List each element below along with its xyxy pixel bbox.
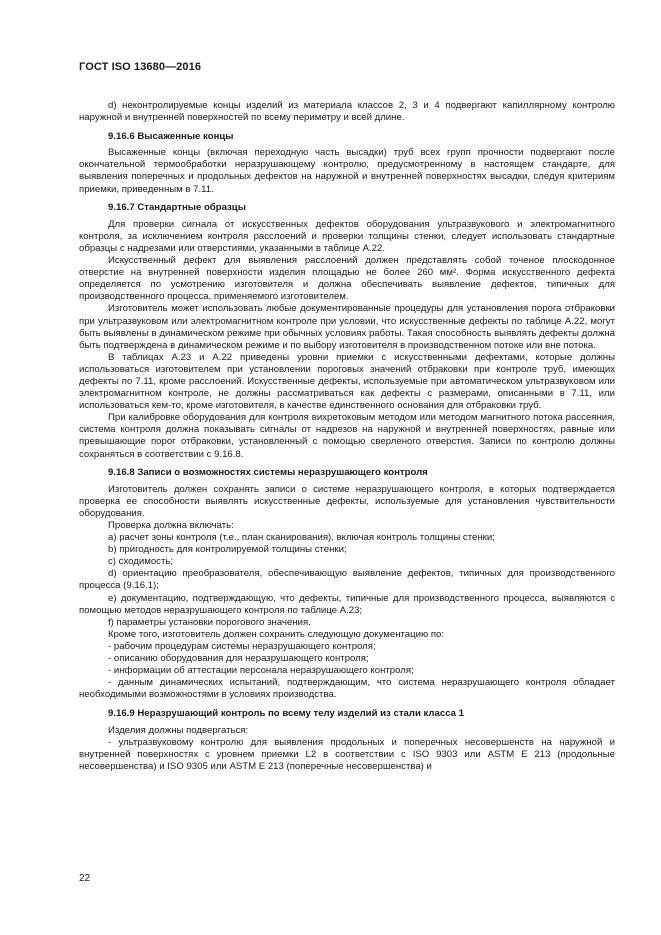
paragraph: - данным динамических испытаний, подтверждающим, что система неразрушающего контроля обладает необходимыми возможностями в условиях производства.: [79, 677, 615, 701]
paragraph: b) пригодность для контролируемой толщины стенки;: [108, 544, 347, 556]
section-heading: 9.16.8 Записи о возможностях системы неразрушающего контроля: [108, 467, 428, 479]
page-number: 22: [79, 873, 91, 884]
document-body: [79, 100, 615, 773]
paragraph: Изготовитель может использовать любые документированные процедуры для установления порога отбраковки при ультразвуковом или электромагнитном контроле при условии, что искусственные дефекты по таблице А.22, могут быть выявлены в динамическом режиме при обычных условиях работы. Такая способность выявлять дефекты должна быть подтверждена в динамическом режиме и по выбору изготовителя в производственном потоке или вне потока.: [79, 303, 615, 351]
section-heading: 9.16.6 Высаженные концы: [108, 130, 234, 142]
paragraph: Искусственный дефект для выявления расслоений должен представлять собой точеное плоскодонное отверстие на внутренней поверхности изделия площадью не более 260 мм². Форма искусственного дефекта определяется по усмотрению изготовителя и должна обеспечивать выявление дефектов, типичных для производственного процесса, применяемого изготовителем.: [79, 255, 615, 303]
paragraph: - ультразвуковому контролю для выявления продольных и поперечных несовершенств на наружной и внутренней поверхностях с уровнем приемки L2 в соответствии с ISO 9303 или ASTM E 213 (продольные несовершенства) и ISO 9305 или ASTM E 213 (поперечные несовершенства) и: [79, 736, 615, 772]
paragraph: c) сходимость;: [108, 556, 174, 568]
section-heading: 9.16.9 Неразрушающий контроль по всему телу изделий из стали класса 1: [108, 707, 464, 719]
paragraph: - информации об аттестации персонала неразрушающего контроля;: [108, 665, 414, 677]
paragraph: d) ориентацию преобразователя, обеспечивающую выявление дефектов, типичных для производственного процесса (9.16.1);: [79, 568, 615, 592]
paragraph: e) документацию, подтверждающую, что дефекты, типичные для производственного процесса, выявляются с помощью методов неразрушающего контроля по таблице А.23;: [79, 592, 615, 616]
page-header: ГОСТ ISO 13680—2016: [79, 61, 202, 73]
paragraph: - описанию оборудования для неразрушающего контроля;: [108, 653, 369, 665]
paragraph: При калибровке оборудования для контроля вихретоковым методом или методом магнитного потока рассеяния, система контроля должна показывать сигналы от надрезов на наружной и внутренней поверхностях, равные или превышающие порог отбраковки, установленный с помощью сверленого отверстия. Записи по контролю должны сохраняться в соответствии с 9.16.8.: [79, 412, 615, 460]
paragraph: d) неконтролируемые концы изделий из материала классов 2, 3 и 4 подвергают капиллярному контролю наружной и внутренней поверхностей по всему периметру и всей длине.: [79, 100, 615, 124]
paragraph: В таблицах А.23 и А.22 приведены уровни приемки с искусственными дефектами, которые должны использоваться изготовителем при установлении пороговых значений отбраковки при контроле труб, имеющих дефекты по 7.11, кроме расслоений. Искусственные дефекты, используемые при автоматическом ультразвуковом или электромагнитном контроле, не должны рассматриваться как дефекты с размерами, описанными в 7.11, или использоваться кем-то, кроме изготовителя, в качестве единственного основания для отбраковки труб.: [79, 351, 615, 412]
paragraph: Для проверки сигнала от искусственных дефектов оборудования ультразвукового и электромагнитного контроля, за исключением контроля расслоений и проверки толщины стенки, следует использовать стандартные образцы с надрезами или отверстиями, указанными в таблице А.22.: [79, 218, 615, 254]
paragraph: Высаженные концы (включая переходную часть высадки) труб всех групп прочности подвергают после окончательной термообработки неразрушающему контролю, предусмотренному в настоящем стандарте, для выявления поперечных и продольных дефектов на наружной и внутренней поверхностях высадки, следуя критериям приемки, приведенным в 7.11.: [79, 147, 615, 195]
paragraph: f) параметры установки порогового значения.: [108, 616, 311, 628]
paragraph: - рабочим процедурам системы неразрушающего контроля;: [108, 640, 376, 652]
paragraph: Изготовитель должен сохранять записи о системе неразрушающего контроля, в которых подтверждается проверка ее способности выявлять искусственные дефекты, используемые для установления чувствительности оборудования.: [79, 483, 615, 519]
paragraph: Кроме того, изготовитель должен сохранить следующую документацию по:: [108, 628, 445, 640]
paragraph: Проверка должна включать:: [108, 520, 234, 531]
section-heading: 9.16.7 Стандартные образцы: [108, 202, 246, 214]
paragraph: Изделия должны подвергаться:: [108, 724, 249, 736]
paragraph: a) расчет зоны контроля (т.е., план сканирования), включая контроль толщины стенки;: [108, 532, 495, 544]
